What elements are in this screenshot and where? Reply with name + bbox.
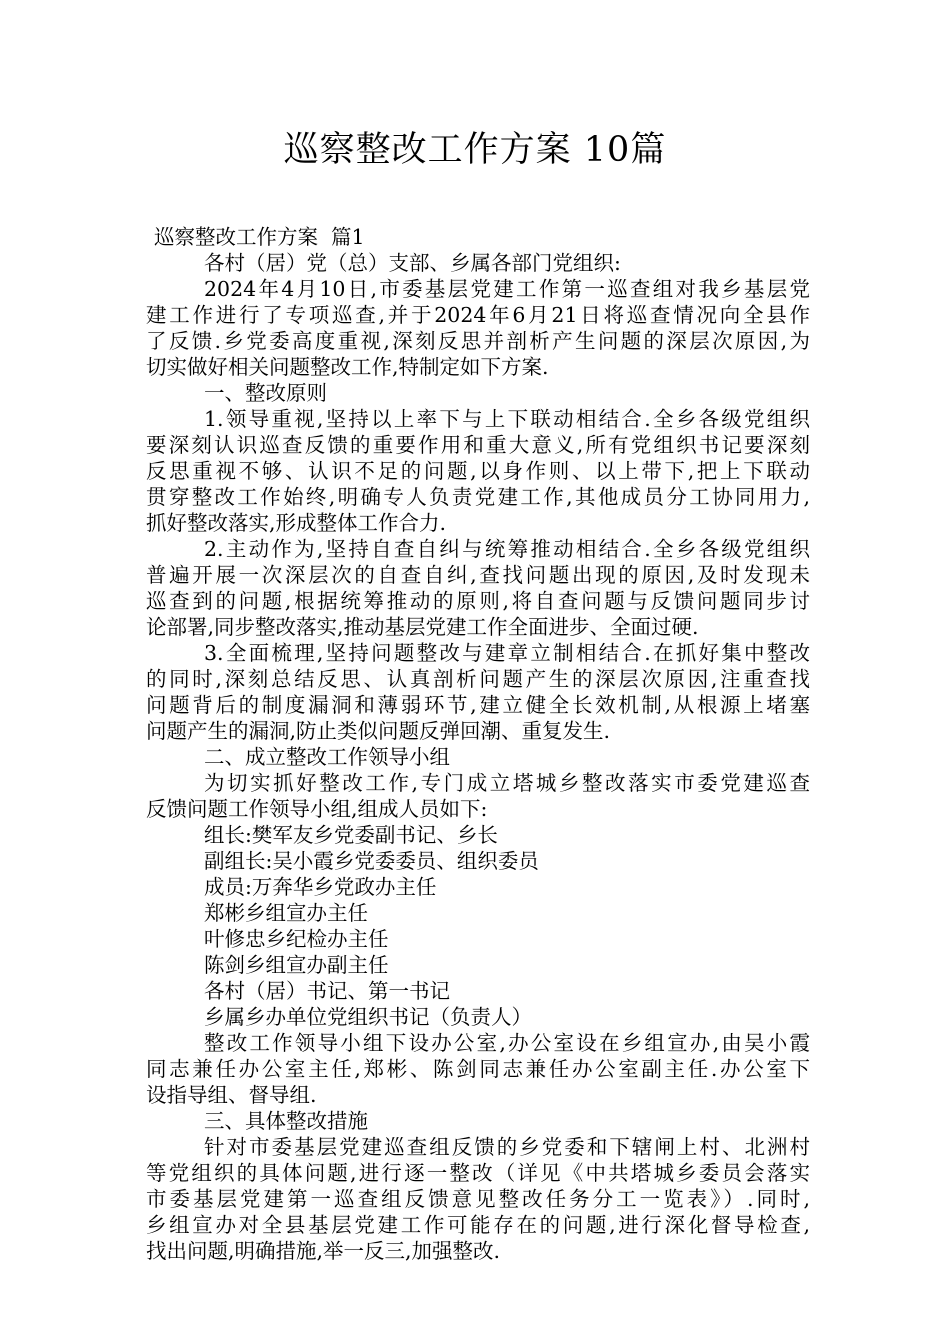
member-line: 陈剑乡组宣办副主任	[204, 953, 389, 977]
member-line: 副组长:吴小霞乡党委委员、组织委员	[204, 849, 539, 873]
member-line: 组长:樊军友乡党委副书记、乡长	[204, 823, 498, 847]
paragraph-line: 的同时,深刻总结反思、认真剖析问题产生的深层次原因,注重查找	[146, 667, 810, 691]
paragraph-line: 市委基层党建第一巡查组反馈意见整改任务分工一览表》）.同时,	[146, 1187, 810, 1211]
member-line: 乡属乡办单位党组织书记（负责人）	[204, 1005, 532, 1029]
paragraph-line: 建工作进行了专项巡查,并于2024年6月21日将巡查情况向全县作	[146, 303, 810, 327]
paragraph-line: 等党组织的具体问题,进行逐一整改（详见《中共塔城乡委员会落实	[146, 1161, 810, 1185]
paragraph-line: 巡查到的问题,根据统筹推动的原则,将自查问题与反馈问题同步讨	[146, 589, 810, 613]
salutation: 各村（居）党（总）支部、乡属各部门党组织:	[204, 251, 621, 275]
paragraph-line: 针对市委基层党建巡查组反馈的乡党委和下辖闸上村、北洲村	[204, 1135, 810, 1159]
paragraph-line: 3.全面梳理,坚持问题整改与建章立制相结合.在抓好集中整改	[204, 641, 810, 665]
paragraph-line: 问题背后的制度漏洞和薄弱环节,建立健全长效机制,从根源上堵塞	[146, 693, 810, 717]
paragraph-line: 抓好整改落实,形成整体工作合力.	[146, 511, 447, 535]
paragraph-line: 同志兼任办公室主任,郑彬、陈剑同志兼任办公室副主任.办公室下	[146, 1057, 810, 1081]
paragraph-line: 切实做好相关问题整改工作,特制定如下方案.	[146, 355, 549, 379]
paragraph-line: 贯穿整改工作始终,明确专人负责党建工作,其他成员分工协同用力,	[146, 485, 810, 509]
section-heading: 三、具体整改措施	[204, 1109, 368, 1133]
paragraph-line: 问题产生的漏洞,防止类似问题反弹回潮、重复发生.	[146, 719, 611, 743]
paragraph-line: 整改工作领导小组下设办公室,办公室设在乡组宣办,由吴小霞	[204, 1031, 810, 1055]
paragraph-line: 乡组宣办对全县基层党建工作可能存在的问题,进行深化督导检查,	[146, 1213, 810, 1237]
paragraph-line: 找出问题,明确措施,举一反三,加强整改.	[146, 1239, 501, 1263]
document-body	[146, 224, 810, 1264]
member-line: 郑彬乡组宣办主任	[204, 901, 368, 925]
paragraph-line: 反馈问题工作领导小组,组成人员如下:	[146, 797, 488, 821]
member-line: 成员:万奔华乡党政办主任	[204, 875, 437, 899]
paragraph-line: 2.主动作为,坚持自查自纠与统筹推动相结合.全乡各级党组织	[204, 537, 810, 561]
paragraph-line: 要深刻认识巡查反馈的重要作用和重大意义,所有党组织书记要深刻	[146, 433, 810, 457]
section-heading: 二、成立整改工作领导小组	[204, 745, 450, 769]
paragraph-line: 了反馈.乡党委高度重视,深刻反思并剖析产生问题的深层次原因,为	[146, 329, 810, 353]
paragraph-line: 2024年4月10日,市委基层党建工作第一巡查组对我乡基层党	[204, 277, 810, 301]
section-heading: 一、整改原则	[204, 381, 327, 405]
paragraph-line: 普遍开展一次深层次的自查自纠,查找问题出现的原因,及时发现未	[146, 563, 810, 587]
section-heading: 巡察整改工作方案 篇1	[154, 225, 365, 249]
paragraph-line: 反思重视不够、认识不足的问题,以身作则、以上带下,把上下联动	[146, 459, 810, 483]
paragraph-line: 1.领导重视,坚持以上率下与上下联动相结合.全乡各级党组织	[204, 407, 810, 431]
member-line: 叶修忠乡纪检办主任	[204, 927, 389, 951]
member-line: 各村（居）书记、第一书记	[204, 979, 450, 1003]
paragraph-line: 论部署,同步整改落实,推动基层党建工作全面进步、全面过硬.	[146, 615, 699, 639]
paragraph-line: 设指导组、督导组.	[146, 1083, 317, 1107]
paragraph-line: 为切实抓好整改工作,专门成立塔城乡整改落实市委党建巡查	[204, 771, 810, 795]
document-title: 巡察整改工作方案 10篇	[283, 130, 667, 170]
